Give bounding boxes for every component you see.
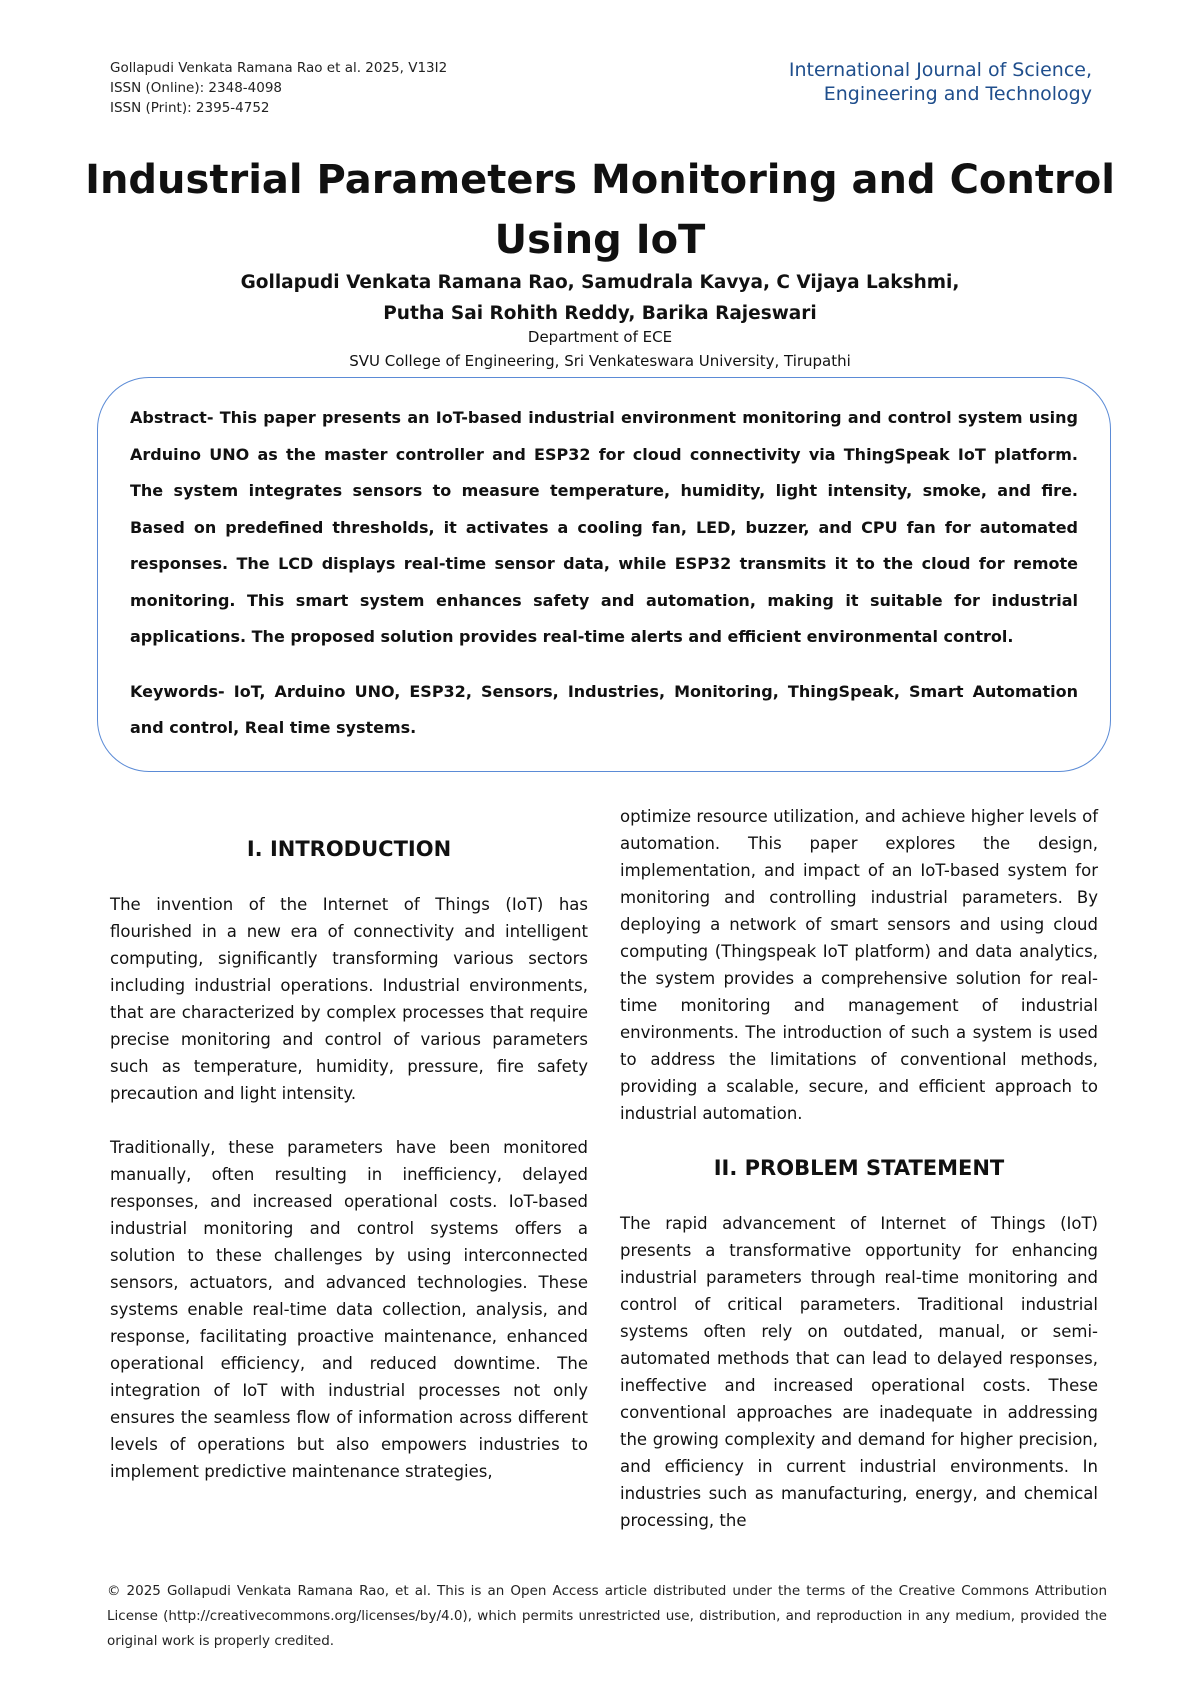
author-list — [60, 267, 1140, 329]
journal-name — [789, 58, 1092, 106]
keywords-text: Keywords- IoT, Arduino UNO, ESP32, Sensors, Industries, Monitoring, ThingSpeak, Smart Automation and control, Real time systems. — [130, 681, 1078, 737]
abstract-box — [97, 377, 1111, 772]
issn-print: ISSN (Print): 2395-4752 — [110, 100, 270, 116]
journal-name-line2: Engineering and Technology — [823, 83, 1092, 105]
affiliation — [60, 325, 1140, 373]
intro-paragraph-1: The invention of the Internet of Things (IoT) has flourished in a new era of connectivity and intelligent computing, significantly transforming various sectors including industrial operations. Industrial environments, that are characterized by complex processes that require precise monitoring and control of various parameters such as temperature, humidity, pressure, fire safety precaution and light intensity. — [110, 895, 588, 1103]
running-header — [110, 58, 447, 118]
journal-name-line1: International Journal of Science, — [788, 59, 1092, 81]
abstract-text: Abstract- This paper presents an IoT-based industrial environment monitoring and control system using Arduino UNO as the master controller and ESP32 for cloud connectivity via ThingSpeak IoT platform. The system integrates sensors to measure temperature, humidity, light intensity, smoke, and fire. Based on predefined thresholds, it activates a cooling fan, LED, buzzer, and CPU fan for automated responses. The LCD displays real-time sensor data, while ESP32 transmits it to the cloud for remote monitoring. This smart system enhances safety and automation, making it suitable for industrial applications. The proposed solution provides real-time alerts and efficient environmental control. — [130, 408, 1078, 646]
department: Department of ECE — [527, 328, 673, 346]
left-column — [110, 805, 588, 1485]
right-column — [620, 803, 1098, 1534]
problem-paragraph-1: The rapid advancement of Internet of Things (IoT) presents a transformative opportunity for enhancing industrial parameters through real-time monitoring and control of critical parameters. Traditional industrial systems often rely on outdated, manual, or semi-automated methods that can lead to delayed responses, ineffective and increased operational costs. These conventional approaches are inadequate in addressing the growing complexity and demand for higher precision, and efficiency in current industrial environments. In industries such as manufacturing, energy, and chemical processing, the — [620, 1214, 1098, 1530]
authors-line2: Putha Sai Rohith Reddy, Barika Rajeswari — [383, 303, 817, 324]
issn-online: ISSN (Online): 2348-4098 — [110, 80, 283, 96]
paper-title: Industrial Parameters Monitoring and Control Using IoT — [85, 157, 1115, 263]
intro-paragraph-2: Traditionally, these parameters have been monitored manually, often resulting in inefficiency, delayed responses, and increased operational costs. IoT-based industrial monitoring and control systems offers a solution to these challenges by using interconnected sensors, actuators, and advanced technologies. These systems enable real-time data collection, analysis, and response, facilitating proactive maintenance, enhanced operational efficiency, and reduced downtime. The integration of IoT with industrial processes not only ensures the seamless flow of information across different levels of operations but also empowers industries to implement predictive maintenance strategies, — [110, 1138, 588, 1481]
citation-line: Gollapudi Venkata Ramana Rao et al. 2025, V13I2 — [110, 60, 448, 76]
problem-statement-heading: II. PROBLEM STATEMENT — [713, 1156, 1005, 1180]
authors-line1: Gollapudi Venkata Ramana Rao, Samudrala Kavya, C Vijaya Lakshmi, — [240, 272, 960, 293]
license-footer: © 2025 Gollapudi Venkata Ramana Rao, et al. This is an Open Access article distributed under the terms of the Creative Commons Attribution License (http://creativecommons.org/licenses/by/4.0), which permits unrestricted use, distribution, and reproduction in any medium, provided the original work is properly credited. — [107, 1583, 1107, 1649]
introduction-heading: I. INTRODUCTION — [246, 837, 452, 861]
intro-paragraph-2-continued: optimize resource utilization, and achieve higher levels of automation. This paper explores the design, implementation, and impact of an IoT-based system for monitoring and controlling industrial parameters. By deploying a network of smart sensors and using cloud computing (Thingspeak IoT platform) and data analytics, the system provides a comprehensive solution for real-time monitoring and management of industrial environments. The introduction of such a system is used to address the limitations of conventional methods, providing a scalable, secure, and efficient approach to industrial automation. — [620, 807, 1098, 1123]
institution: SVU College of Engineering, Sri Venkateswara University, Tirupathi — [349, 352, 851, 370]
